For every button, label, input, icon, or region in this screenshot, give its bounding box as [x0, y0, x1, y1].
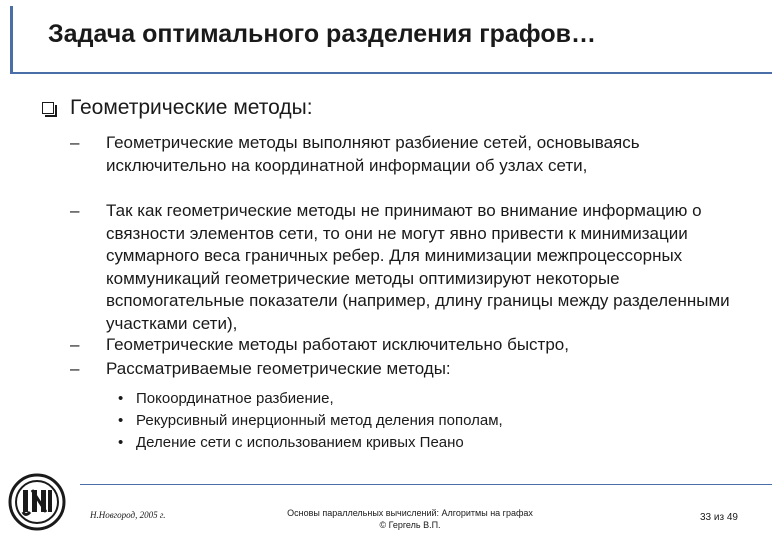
- bullet-item: [118, 388, 334, 409]
- footer-author: © Гергель В.П.: [379, 520, 441, 530]
- list-item-text: Рассматриваемые геометрические методы:: [106, 359, 451, 378]
- list-item-text: Так как геометрические методы не принимают во внимание информацию о связности элементов сети, то они не могут явно привести к минимизации суммарного веса граничных ребер. Для минимизации межпроцессорных коммуникаций геометрические методы оптимизируют некоторые вспомогательные показатели (например, длину границы между разделенными участками сети),: [106, 201, 730, 333]
- bullet-text: Покоординатное разбиение,: [136, 390, 334, 407]
- footer-divider: [80, 484, 772, 485]
- footer-location: Н.Новгород, 2005 г.: [90, 510, 166, 520]
- bullet-item: [118, 432, 464, 453]
- dash-icon: –: [70, 359, 80, 378]
- title-accent-bar: [10, 6, 13, 74]
- dash-icon: –: [70, 335, 80, 354]
- heading-item: [42, 96, 313, 120]
- slide-title: Задача оптимального разделения графов…: [48, 20, 596, 48]
- dash-icon: –: [70, 133, 80, 152]
- title-underline: [10, 72, 772, 74]
- section-heading: Геометрические методы:: [70, 96, 313, 119]
- bullet-icon: •: [118, 412, 124, 429]
- list-item: [70, 132, 740, 177]
- university-logo-icon: [8, 473, 66, 531]
- footer-course-title: Основы параллельных вычислений: Алгоритмы на графах: [287, 508, 533, 518]
- list-item-text: Геометрические методы выполняют разбиение сетей, основываясь исключительно на координатной информации об узлах сети,: [106, 133, 640, 175]
- dash-icon: –: [70, 201, 80, 220]
- bullet-text: Деление сети с использованием кривых Пеано: [136, 434, 464, 451]
- bullet-icon: •: [118, 390, 124, 407]
- list-item: [70, 200, 740, 335]
- bullet-icon: •: [118, 434, 124, 451]
- footer-course: [260, 507, 560, 531]
- list-item: [70, 358, 740, 381]
- list-item-text: Геометрические методы работают исключительно быстро,: [106, 335, 569, 354]
- square-bullet-icon: [42, 102, 54, 114]
- list-item: [70, 334, 740, 357]
- bullet-item: [118, 410, 503, 431]
- bullet-text: Рекурсивный инерционный метод деления пополам,: [136, 412, 503, 429]
- page-number: 33 из 49: [700, 512, 738, 523]
